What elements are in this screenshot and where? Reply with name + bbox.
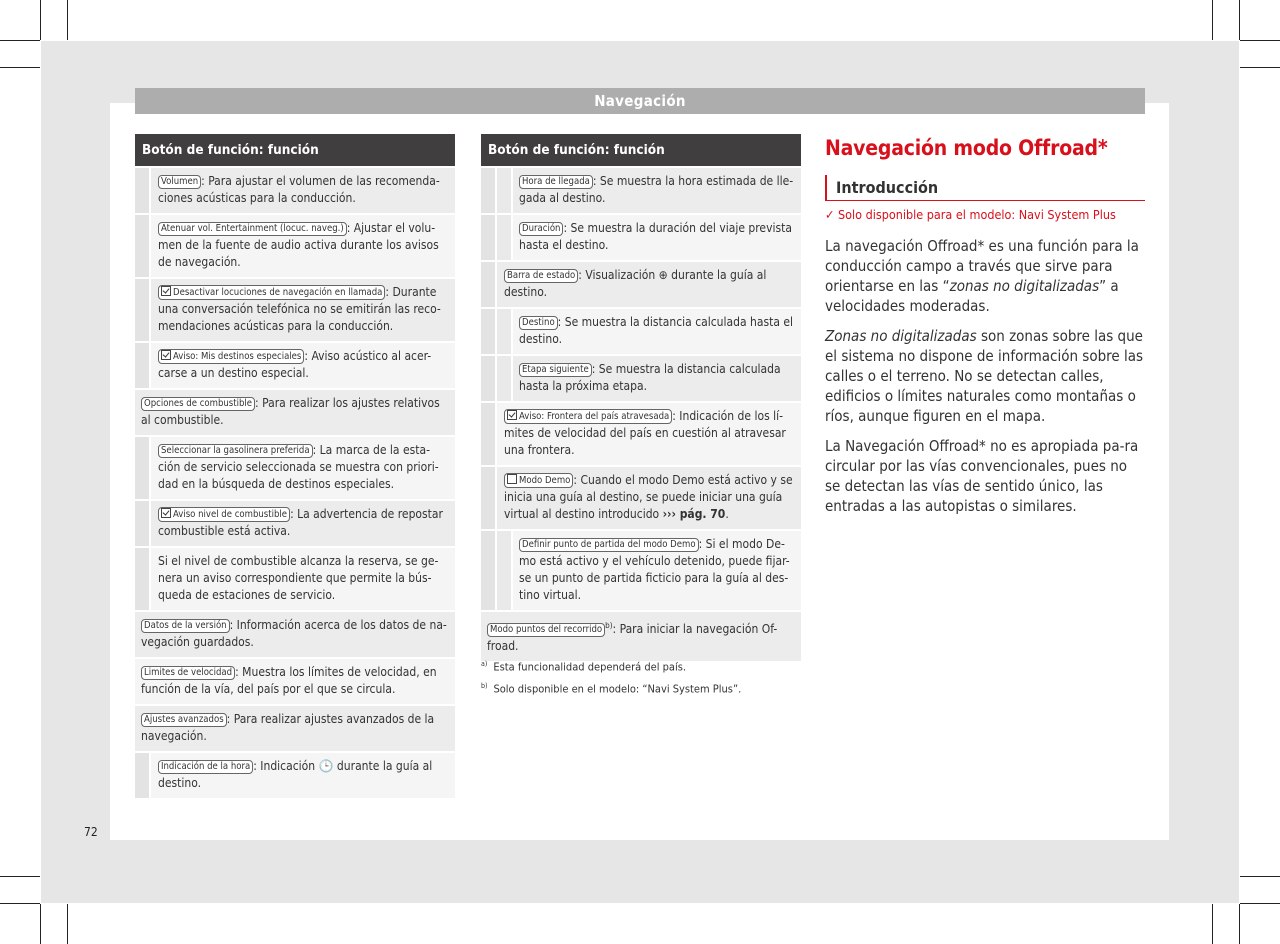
table-row xyxy=(135,279,455,341)
offroad-section xyxy=(825,136,1145,516)
table-row xyxy=(135,501,455,546)
function-button: Etapa siguiente xyxy=(519,363,592,377)
paragraph xyxy=(825,236,1145,316)
table-row xyxy=(135,437,455,499)
paragraph-text: ” a velocidades moderadas. xyxy=(825,277,1119,315)
page-reference: ››› pág. 70 xyxy=(662,507,726,521)
function-button: Seleccionar la gasolinera preferida xyxy=(158,444,313,458)
checkbox-checked-icon xyxy=(507,410,517,420)
row-text: : La advertencia de repostar combustible está activa. xyxy=(158,507,443,538)
crop-mark xyxy=(1239,904,1240,944)
row-text: : Si el modo De-mo está activo y el vehículo detenido, puede fijar-se un punto de partida ficticio para la guía al des-tino virtual. xyxy=(519,537,790,602)
crop-mark xyxy=(1240,903,1280,904)
table-row xyxy=(481,356,801,401)
check-icon: ✓ xyxy=(825,207,835,222)
paragraph xyxy=(825,326,1145,426)
row-text: : Para realizar ajustes avanzados de la navegación. xyxy=(141,712,435,743)
row-text: : Para iniciar la navegación Of-froad. xyxy=(487,622,778,653)
row-text: Si el nivel de combustible alcanza la reserva, se ge-nera un aviso correspondiente que permite la bús-queda de estaciones de servicio. xyxy=(158,554,439,602)
chapter-header: Navegación xyxy=(135,88,1145,114)
table-row xyxy=(481,309,801,354)
table-row xyxy=(135,548,455,610)
crop-mark xyxy=(0,67,40,68)
crop-mark xyxy=(40,904,41,944)
row-text: : Para realizar los ajustes relativos al combustible. xyxy=(141,396,440,427)
checkbox-checked-icon xyxy=(161,508,171,518)
paragraph-text: son zonas sobre las que el sistema no dispone de información sobre las calles o el terreno. No se detectan calles, edificios o límites naturales como montañas o ríos, aunque figuren en el mapa. xyxy=(825,327,1143,425)
row-text: : Indicación xyxy=(253,759,319,773)
row-text: : Aviso acústico al acer-carse a un destino especial. xyxy=(158,349,432,380)
table-row xyxy=(481,403,801,465)
footnote-text: Esta funcionalidad dependerá del país. xyxy=(493,660,687,674)
crop-mark xyxy=(0,876,40,877)
footnote-mark: b) xyxy=(481,682,488,690)
availability-note xyxy=(825,207,1145,222)
page-number: 72 xyxy=(84,825,98,839)
row-text: . xyxy=(725,507,729,521)
section-subtitle: Introducción xyxy=(825,175,1145,201)
function-button: Volumen xyxy=(158,175,201,189)
crop-mark xyxy=(67,904,68,944)
crop-mark xyxy=(0,40,40,41)
button-label: Desactivar locuciones de navegación en llamada xyxy=(173,287,383,298)
crop-mark xyxy=(1212,0,1213,40)
status-bar-icon: ⊕ xyxy=(658,268,668,282)
function-button: Indicación de la hora xyxy=(158,760,253,774)
row-text: durante la guía al destino. xyxy=(504,268,767,299)
row-text: : Información acerca de los datos de na-vegación guardados. xyxy=(141,618,447,649)
table-row xyxy=(481,168,801,213)
function-button: Datos de la versión xyxy=(141,619,230,633)
function-checkbox-button xyxy=(504,473,573,488)
button-label: Modo Demo xyxy=(519,475,571,486)
crop-mark xyxy=(1240,40,1280,41)
table-row xyxy=(135,706,455,751)
function-button: Limites de velocidad xyxy=(141,666,235,680)
footnote xyxy=(481,682,741,696)
checkbox-unchecked-icon xyxy=(507,474,517,484)
table-header: Botón de función: función xyxy=(481,134,801,166)
button-label: Aviso nivel de combustible xyxy=(173,509,288,520)
crop-mark xyxy=(67,0,68,40)
availability-text: Solo disponible para el modelo: Navi System Plus xyxy=(838,207,1116,222)
checkbox-checked-icon xyxy=(161,350,171,360)
paragraph-text: La navegación Offroad* es una función para la conducción campo a través que sirve para orientarse en las “ xyxy=(825,237,1139,295)
row-text: durante la guía al destino. xyxy=(158,759,433,790)
row-text: : Se muestra la distancia calculada hasta el destino. xyxy=(519,315,794,346)
footnote-mark: b) xyxy=(605,621,613,630)
function-button: Barra de estado xyxy=(504,269,578,283)
section-title: Navegación modo Offroad* xyxy=(825,136,1108,160)
footnote-mark: a) xyxy=(481,660,488,668)
row-text: : Visualización xyxy=(578,268,659,282)
function-checkbox-button xyxy=(158,507,290,522)
function-button: Ajustes avanzados xyxy=(141,713,227,727)
row-text: : Ajustar el volu-men de la fuente de audio activa durante los avisos de navegación. xyxy=(158,221,439,269)
function-button: Atenuar vol. Entertainment (locuc. naveg.) xyxy=(158,222,347,236)
function-checkbox-button xyxy=(158,349,304,364)
table-row xyxy=(135,343,455,388)
crop-mark xyxy=(1240,876,1280,877)
row-text: : Indicación de los lí-mites de velocidad del país en cuestión al atravesar una frontera. xyxy=(504,409,786,457)
table-row xyxy=(481,531,801,610)
function-button: Modo puntos del recorrido xyxy=(487,623,605,637)
row-text: : Se muestra la hora estimada de lle-gada al destino. xyxy=(519,174,794,205)
table-row xyxy=(135,390,455,435)
row-text: : Se muestra la duración del viaje prevista hasta el destino. xyxy=(519,221,792,252)
table-row xyxy=(135,168,455,213)
row-text: : Cuando el modo Demo está activo y se inicia una guía al destino, se puede iniciar una guía virtual al destino introducido xyxy=(504,473,793,521)
table-row xyxy=(135,612,455,657)
function-button: Duración xyxy=(519,222,563,236)
function-table-middle xyxy=(481,134,801,661)
function-table-left xyxy=(135,134,455,798)
table-header: Botón de función: función xyxy=(135,134,455,166)
row-text: : Se muestra la distancia calculada hasta la próxima etapa. xyxy=(519,362,781,393)
function-checkbox-button xyxy=(158,285,385,300)
footnote-text: Solo disponible en el modelo: “Navi System Plus”. xyxy=(493,682,742,696)
crop-mark xyxy=(1239,0,1240,40)
row-text: : Para ajustar el volumen de las recomenda-ciones acústicas para la conducción. xyxy=(158,174,440,205)
row-text: : La marca de la esta-ción de servicio seleccionada se muestra con priori-dad en la búsqueda de destinos especiales. xyxy=(158,443,439,491)
function-button: Destino xyxy=(519,316,558,330)
function-button: Definir punto de partida del modo Demo xyxy=(519,538,699,552)
function-button: Hora de llegada xyxy=(519,175,593,189)
table-row xyxy=(135,659,455,704)
crop-mark xyxy=(1212,904,1213,944)
row-text: : Muestra los límites de velocidad, en función de la vía, del país por el que se circula. xyxy=(141,665,437,696)
row-text: : Durante una conversación telefónica no se emitirán las reco-mendaciones acústicas para la conducción. xyxy=(158,285,441,333)
table-row xyxy=(481,262,801,307)
table-row xyxy=(481,467,801,529)
button-label: Aviso: Frontera del país atravesada xyxy=(519,411,670,422)
emphasis-text: Zonas no digitalizadas xyxy=(825,327,977,345)
crop-mark xyxy=(1240,67,1280,68)
table-row xyxy=(481,612,801,661)
button-label: Aviso: Mis destinos especiales xyxy=(173,351,302,362)
function-checkbox-button xyxy=(504,409,672,424)
paragraph: La Navegación Offroad* no es apropiada pa-ra circular por las vías convencionales, pues no se detectan las vías de sentido único, las entradas a las autopistas o similares. xyxy=(825,437,1139,515)
table-row xyxy=(481,215,801,260)
clock-icon: 🕒 xyxy=(318,759,334,773)
crop-mark xyxy=(40,0,41,40)
footnote xyxy=(481,660,686,674)
crop-mark xyxy=(0,903,40,904)
table-row xyxy=(135,753,455,798)
checkbox-checked-icon xyxy=(161,286,171,296)
function-button: Opciones de combustible xyxy=(141,397,255,411)
emphasis-text: zonas no digitalizadas xyxy=(949,277,1100,295)
table-row xyxy=(135,215,455,277)
